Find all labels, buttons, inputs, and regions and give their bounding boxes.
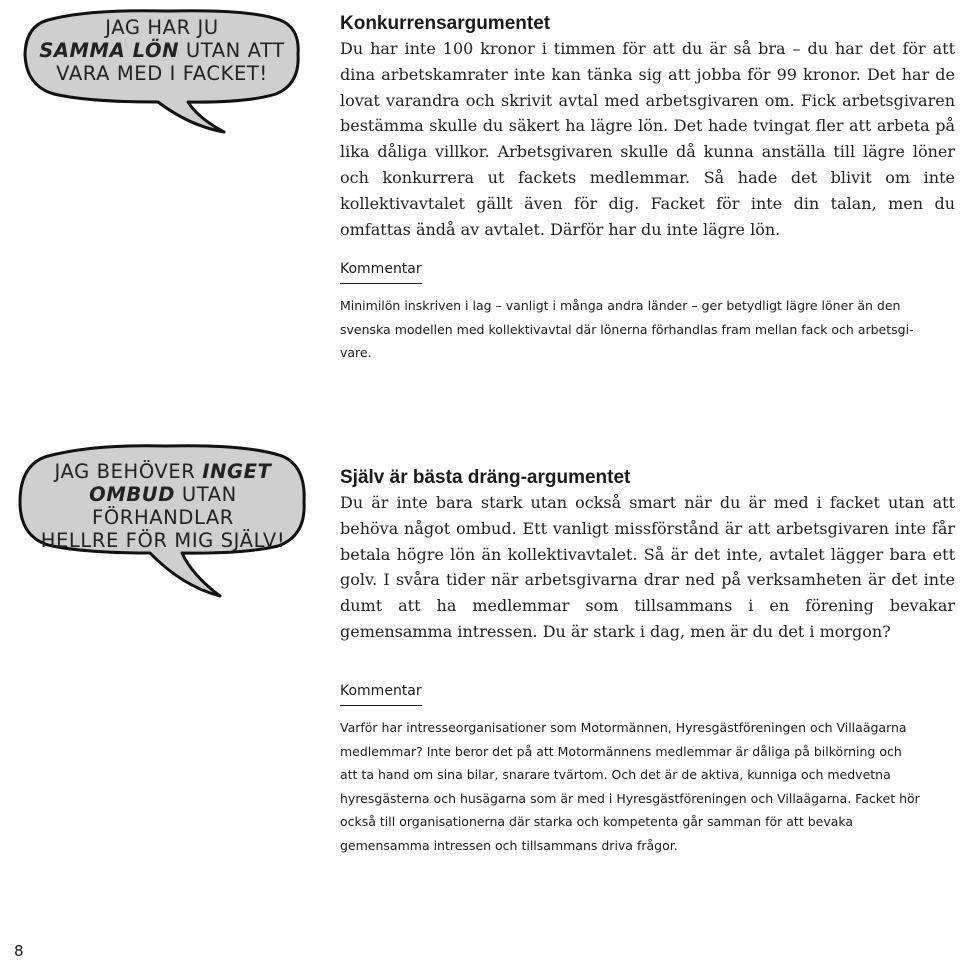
bubble-bottom-line-1-pre: JAG BEHÖVER bbox=[54, 460, 203, 483]
bubble-bottom-line-3: HELLRE FÖR MIG SJÄLV! bbox=[40, 529, 286, 552]
section-konkurrens bbox=[340, 12, 955, 242]
comment-block-1 bbox=[340, 258, 925, 365]
bubble-top-line-1: JAG HAR JU bbox=[105, 16, 219, 39]
bubble-bottom-emphasis-1: INGET bbox=[202, 460, 272, 483]
comment-heading: Kommentar bbox=[340, 681, 422, 706]
comment-block-2 bbox=[340, 680, 920, 858]
section-body: Du är inte bara stark utan också smart när du är med i facket utan att behöva något ombud. Ett vanligt missförstånd är att arbetsgivaren inte får betala högre lön än kollektivavtalet. Så är det inte, avtalet lägger bara ett golv. I svåra tider när arbetsgivarna drar ned på verksamheten är det inte dumt att ha medlemmar som tillsammans i en förening bevakar gemensamma intressen. Du är stark i dag, men är du det i morgon? bbox=[340, 493, 955, 641]
speech-bubble-top-text bbox=[36, 16, 288, 85]
section-body: Du har inte 100 kronor i timmen för att du är så bra – du har det för att dina arbetskamrater inte kan tänka sig att jobba för 99 kronor. Det har de lovat varandra och skrivit avtal med arbetsgivaren om. Fick arbetsgivaren bestämma skulle du säkert ha lägre lön. Det hade tvingat fler att arbeta på lika dåliga villkor. Arbetsgivaren skulle då kunna anställa till lägre löner och konkurrera ut fackets medlemmar. Så hade det blivit om inte kollektivavtalet gällt även för dig. Facket för inte din talan, men du omfattas ändå av avtalet. Därför har du inte lägre lön. bbox=[340, 39, 955, 239]
speech-bubble-top bbox=[18, 6, 308, 136]
bubble-bottom-line-2-rest: UTAN FÖRHANDLAR bbox=[92, 483, 237, 529]
comment-body: Varför har intresseorganisationer som Motormännen, Hyresgästföreningen och Villaägarna medlemmar? Inte beror det på att Motormännens medlemmar är dåliga på bilkörning och att ta hand om sina bilar, snarare tvärtom. Och det är de aktiva, kunniga och medvetna hyresgästerna och husägarna som är med i Hyresgästföreningen och Villaägarna. Facket hör också till organisationerna där starka och kompetenta går samman för att bevaka gemensamma intressen och tillsammans driva frågor. bbox=[340, 720, 920, 853]
section-title: Själv är bästa dräng-argumentet bbox=[340, 467, 631, 488]
page-number: 8 bbox=[14, 942, 24, 960]
bubble-top-line-3: VARA MED I FACKET! bbox=[56, 62, 268, 85]
comment-body: Minimilön inskriven i lag – vanligt i många andra länder – ger betydligt lägre löner än den svenska modellen med kollektivavtal där lönerna förhandlas fram mellan fack och arbetsgivare. bbox=[340, 298, 914, 361]
speech-bubble-bottom-text bbox=[28, 460, 298, 552]
comment-heading: Kommentar bbox=[340, 259, 422, 284]
bubble-bottom-emphasis-2: OMBUD bbox=[89, 483, 176, 506]
bubble-top-line-2 bbox=[36, 39, 288, 62]
section-sjalv bbox=[340, 466, 955, 645]
speech-bubble-bottom bbox=[14, 440, 314, 600]
bubble-top-line-2-rest: UTAN ATT bbox=[179, 39, 285, 62]
bubble-top-emphasis: SAMMA LÖN bbox=[39, 39, 180, 62]
section-title: Konkurrensargumentet bbox=[340, 13, 551, 34]
bubble-bottom-line-1 bbox=[28, 460, 298, 483]
bubble-bottom-line-2 bbox=[28, 483, 298, 529]
